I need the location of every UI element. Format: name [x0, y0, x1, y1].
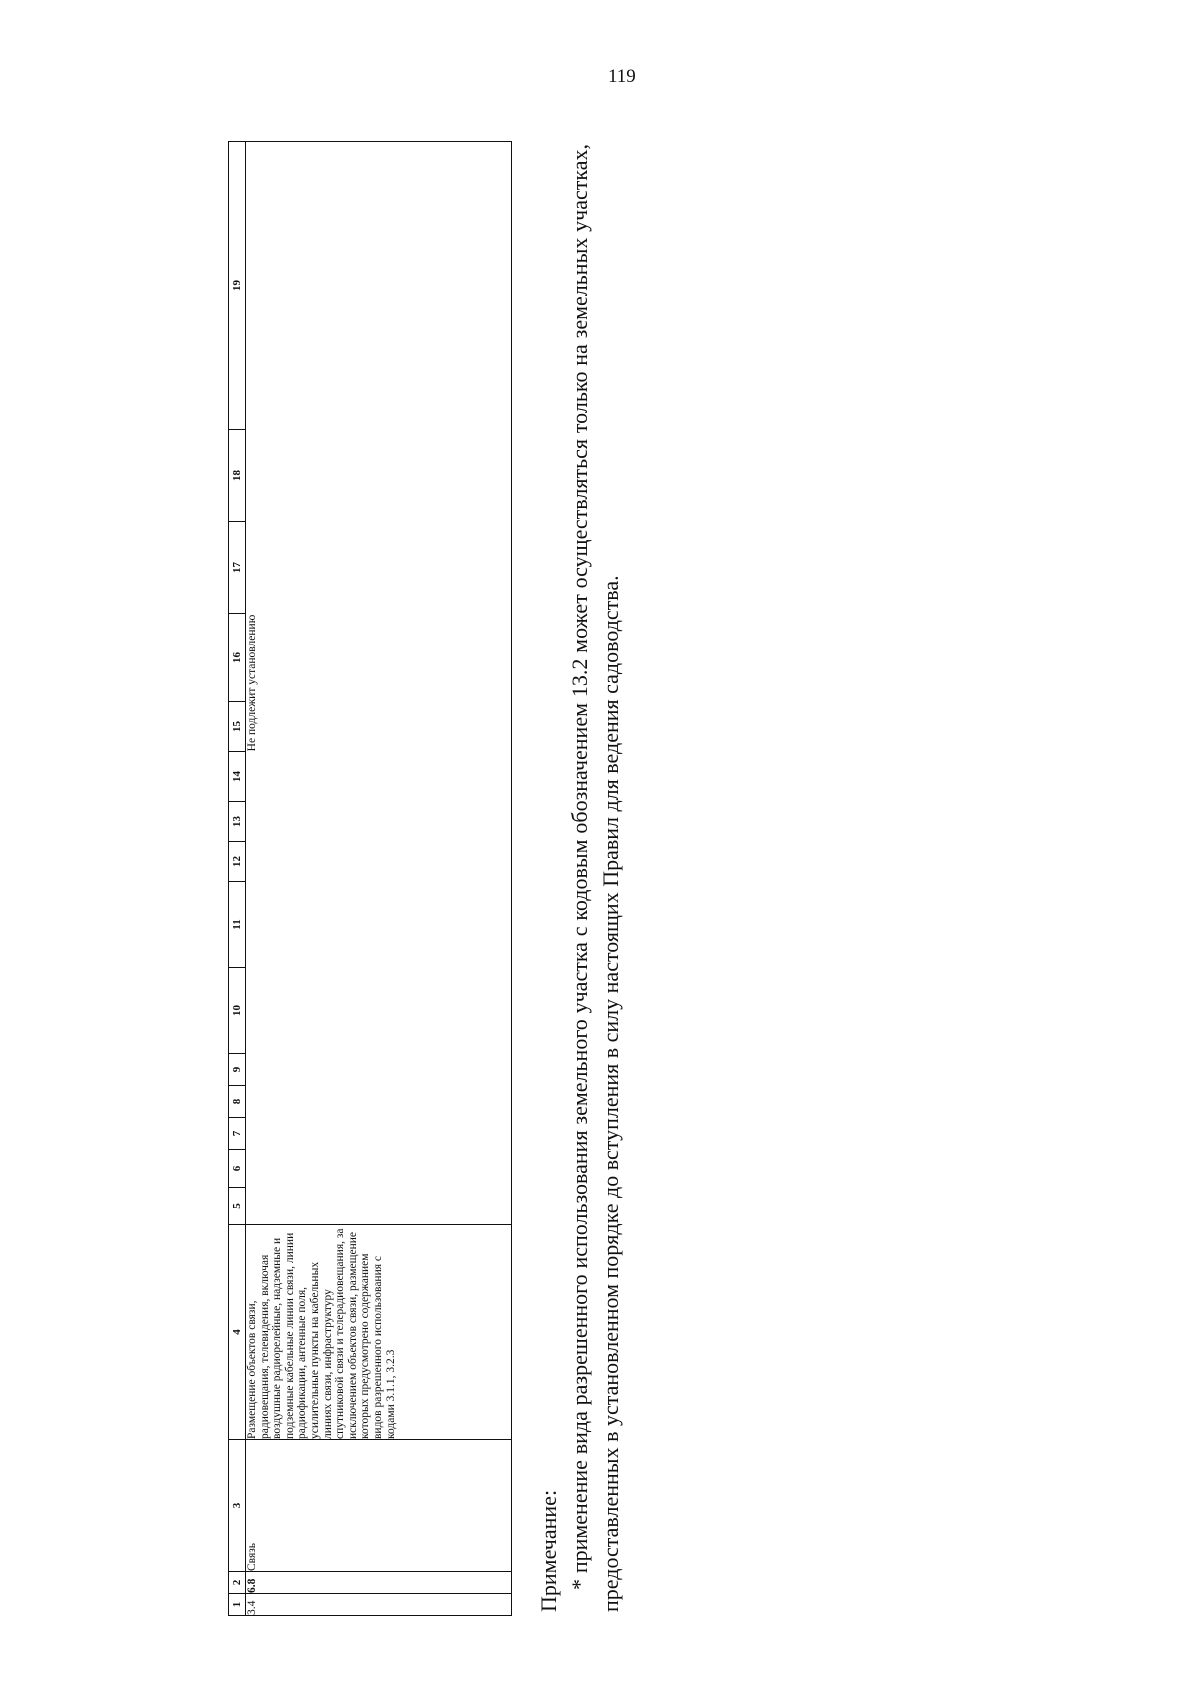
- landscape-content: [228, 136, 658, 1616]
- col-header-8: 8: [229, 1086, 246, 1118]
- col-header-7: 7: [229, 1118, 246, 1150]
- note-title: Примечание:: [536, 1489, 561, 1612]
- table-row: [246, 142, 512, 1616]
- col-header-17: 17: [229, 522, 246, 614]
- col-header-12: 12: [229, 842, 246, 882]
- col-header-6: 6: [229, 1150, 246, 1188]
- col-header-13: 13: [229, 802, 246, 842]
- col-header-3: 3: [229, 1440, 246, 1572]
- table-header-row: [229, 142, 246, 1616]
- col-header-4: 4: [229, 1225, 246, 1440]
- page-number: 119: [608, 66, 636, 87]
- col-header-5: 5: [229, 1188, 246, 1225]
- col-header-2: 2: [229, 1572, 246, 1594]
- col-header-15: 15: [229, 702, 246, 752]
- land-use-table: [228, 141, 512, 1616]
- rotated-content: [228, 136, 658, 1616]
- cell-not-established: Не подлежит установлению: [246, 142, 512, 1225]
- col-header-1: 1: [229, 1594, 246, 1616]
- col-header-11: 11: [229, 882, 246, 968]
- col-header-9: 9: [229, 1054, 246, 1086]
- col-header-16: 16: [229, 614, 246, 702]
- col-header-18: 18: [229, 430, 246, 522]
- note-text: * применение вида разрешенного использования земельного участка с кодовым обозначением 13.2 может осуществляться только на земельных участках, предоставленных в установленном порядке до вступления в силу настоящих Правил для ведения садоводства.: [567, 144, 623, 1612]
- col-header-14: 14: [229, 752, 246, 802]
- cell-use-type: Связь: [246, 1440, 512, 1572]
- col-header-10: 10: [229, 968, 246, 1054]
- col-header-19: 19: [229, 142, 246, 430]
- cell-number: 3.4: [246, 1594, 512, 1616]
- footnote: [534, 144, 626, 1612]
- cell-description: Размещение объектов связи, радиовещания, телевидения, включая воздушные радиорелейные, надземные и подземные кабельные линии связи, линии радиофикации, антенные поля, усилительные пункты на кабельных линиях связи, инфраструктуру спутниковой связи и телерадиовещания, за исключением объектов связи, размещение которых предусмотрено содержанием видов разрешенного использования с кодами 3.1.1, 3.2.3: [246, 1225, 512, 1440]
- cell-code: 6.8: [246, 1572, 512, 1594]
